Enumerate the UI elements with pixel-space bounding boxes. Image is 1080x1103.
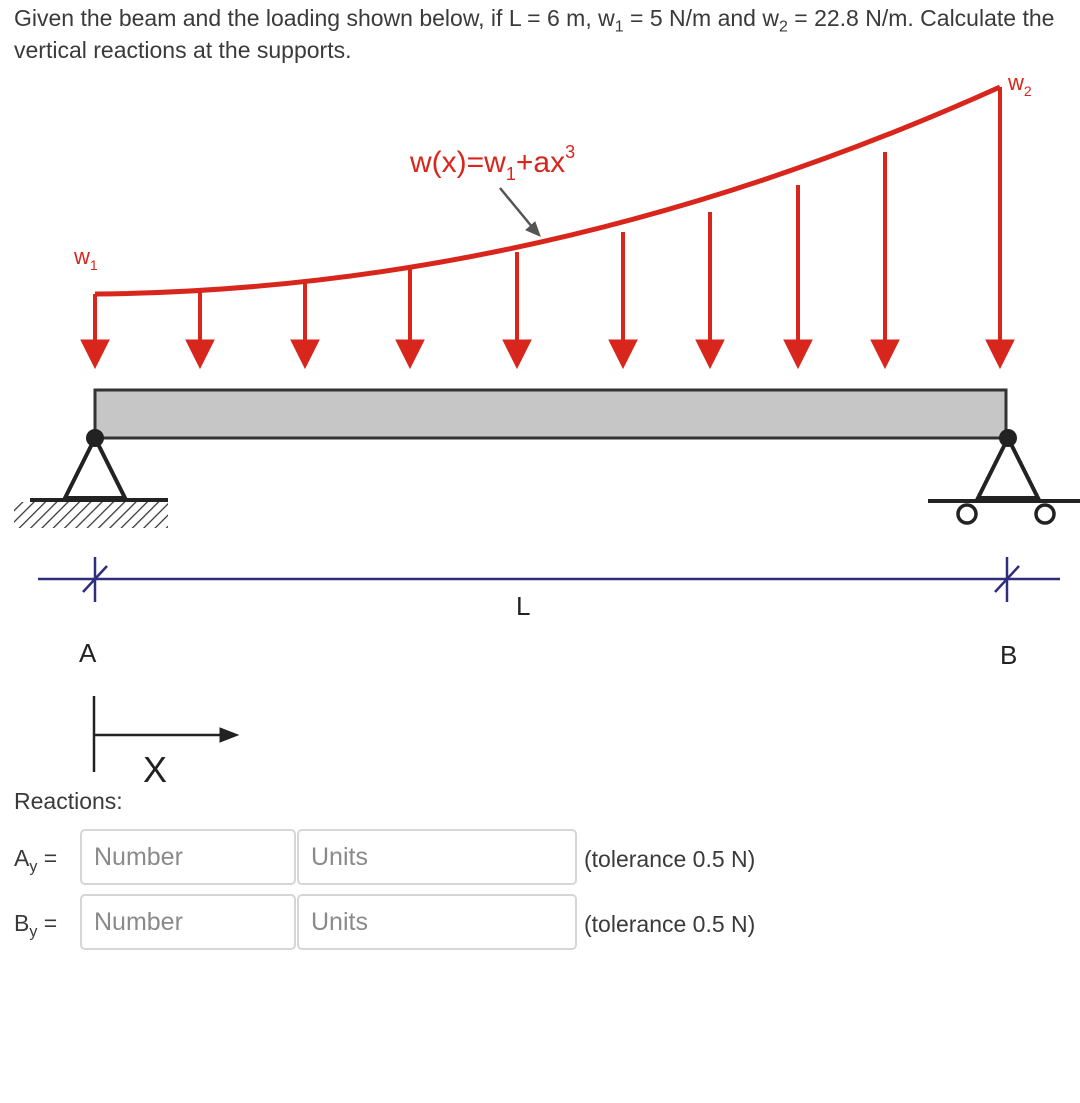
roller-support-b: [928, 429, 1080, 523]
x-axis-label: X: [143, 749, 168, 790]
load-arrow: [186, 291, 214, 368]
load-arrow: [871, 152, 899, 368]
pin-support-a: [14, 429, 168, 528]
beam: [95, 390, 1006, 438]
load-arrow: [696, 212, 724, 368]
load-arrow: [503, 252, 531, 368]
load-arrow: [609, 232, 637, 368]
dimension-line: [38, 557, 1060, 602]
load-curve: [95, 87, 1000, 294]
question-part: = 22.8 N/m. Calculate the vertical reactions at the supports.: [14, 5, 1055, 63]
load-arrow: [396, 269, 424, 368]
var-subscript: y: [29, 923, 38, 941]
support-a-label: A: [79, 638, 97, 668]
ay-tolerance: (tolerance 0.5 N): [584, 846, 756, 872]
reaction-row-b: [14, 894, 1014, 950]
load-formula: $w(x)=w_1+ax^3$: [410, 142, 576, 184]
var-subscript: y: [29, 858, 38, 876]
var-letter: A: [14, 845, 30, 871]
length-label: L: [516, 591, 531, 621]
question-text: [14, 2, 1064, 66]
question-subscript: 1: [614, 18, 624, 36]
w2-label: $w_2$: [1008, 70, 1032, 99]
load-arrow: [784, 185, 812, 368]
equals-sign: =: [37, 910, 58, 936]
w1-label: $w_1$: [74, 244, 98, 273]
load-arrow: [291, 283, 319, 368]
question-part: = 5 N/m and w: [623, 5, 779, 31]
question-subscript: 2: [778, 18, 788, 36]
load-arrow: [986, 87, 1014, 368]
equals-sign: =: [37, 845, 58, 871]
ay-units-input[interactable]: [297, 829, 577, 885]
reaction-variable-label: [14, 845, 57, 877]
ay-number-input[interactable]: [80, 829, 296, 885]
var-letter: B: [14, 910, 30, 936]
formula-pointer: [500, 188, 540, 236]
by-tolerance: (tolerance 0.5 N): [584, 911, 756, 937]
load-arrow: [81, 294, 109, 368]
by-units-input[interactable]: [297, 894, 577, 950]
load-arrows: [81, 87, 1014, 368]
reaction-row-a: [14, 829, 1014, 885]
by-number-input[interactable]: [80, 894, 296, 950]
support-b-label: B: [1000, 640, 1018, 670]
question-part: Given the beam and the loading shown below, if L = 6 m, w: [14, 5, 615, 31]
beam-diagram: [0, 60, 1080, 800]
reaction-variable-label: [14, 910, 57, 942]
reactions-label: Reactions:: [14, 788, 123, 814]
